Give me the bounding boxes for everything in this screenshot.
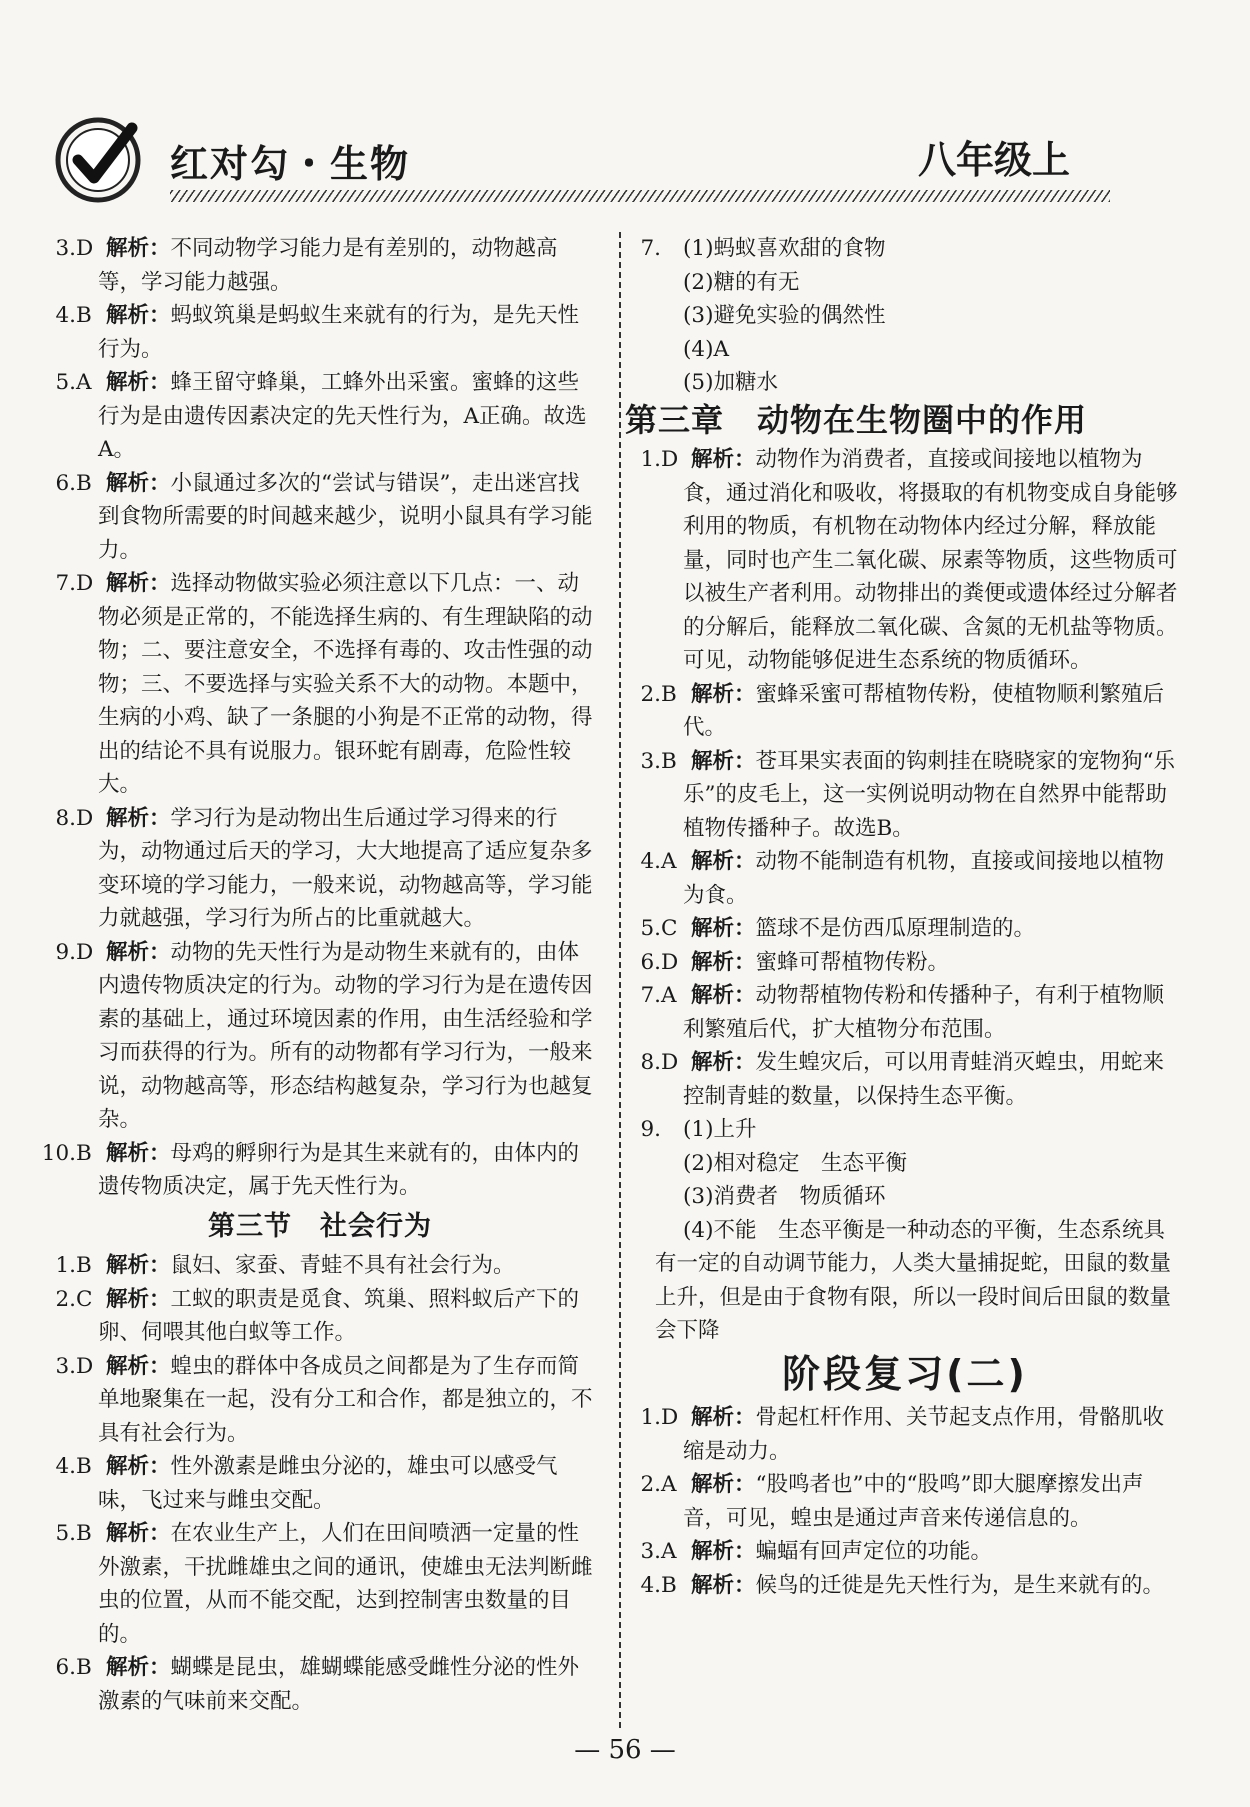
book-brand-title: 红对勾・生物 — [170, 142, 411, 186]
answer-letter: B — [661, 748, 677, 774]
question-number: 3. — [55, 236, 76, 261]
list-item — [40, 299, 600, 366]
sub-answer: (3)消费者 物质循环 — [683, 1184, 886, 1209]
question-number: 6. — [55, 470, 76, 496]
explanation-text: 动物帮植物传粉和传播种子，有利于植物顺利繁殖后代，扩大植物分布范围。 — [683, 983, 1165, 1042]
list-item — [625, 1535, 1185, 1569]
analysis-label: 解析： — [106, 370, 171, 395]
question-number: 3. — [640, 748, 661, 774]
checkmark-logo-icon — [50, 110, 150, 210]
answer-letter: D — [76, 236, 94, 261]
answer-letter: C — [76, 1286, 93, 1312]
explanation-text: 工蚁的职责是觅食、筑巢、照料蚁后产下的卵、伺喂其他白蚁等工作。 — [98, 1286, 580, 1345]
analysis-label: 解析： — [106, 1353, 171, 1379]
list-item — [40, 1249, 600, 1283]
question-number: 1. — [640, 1405, 661, 1430]
analysis-label: 解析： — [106, 1286, 171, 1312]
analysis-label: 解析： — [691, 681, 756, 707]
answer-letter: B — [76, 1521, 92, 1546]
answer-letter: D — [661, 949, 679, 975]
explanation-text: 性外激素是雌虫分泌的，雄虫可以感受气味，飞过来与雌虫交配。 — [98, 1454, 558, 1513]
list-item — [625, 979, 1185, 1046]
explanation-text: 发生蝗灾后，可以用青蛙消灭蝗虫，用蛇来控制青蛙的数量，以保持生态平衡。 — [683, 1050, 1165, 1109]
stage-review-title: 阶段复习(二) — [782, 1351, 1028, 1396]
question-number: 3. — [640, 1539, 661, 1564]
answer-letter: D — [76, 571, 94, 596]
explanation-text: 蝴蝶是昆虫，雄蝴蝶能感受雌性分泌的性外激素的气味前来交配。 — [98, 1655, 580, 1714]
list-item — [40, 1350, 600, 1451]
question-7-block — [625, 232, 1185, 400]
explanation-text: 骨起杠杆作用、关节起支点作用，骨骼肌收缩是动力。 — [683, 1405, 1165, 1464]
question-number: 7. — [640, 983, 661, 1008]
list-item — [625, 443, 1185, 678]
question-number: 4. — [640, 1572, 661, 1598]
question-number: 6. — [640, 949, 661, 975]
list-item — [40, 1651, 600, 1718]
answer-list-section-3 — [40, 1249, 600, 1718]
analysis-label: 解析： — [106, 939, 171, 965]
answer-letter: A — [661, 1539, 677, 1564]
list-item — [625, 1401, 1185, 1468]
answer-list-stage-review — [625, 1401, 1185, 1602]
page-header — [40, 95, 1120, 205]
answer-letter: A — [76, 370, 92, 395]
answer-list-section-2 — [40, 232, 600, 1204]
answer-letter: B — [76, 470, 92, 496]
answer-letter: B — [661, 681, 677, 707]
list-item — [625, 678, 1185, 745]
sub-answer: (2)相对稳定 生态平衡 — [683, 1150, 907, 1176]
answer-letter: B — [661, 1572, 677, 1598]
analysis-label: 解析： — [691, 983, 756, 1008]
analysis-label: 解析： — [106, 571, 171, 596]
question-number: 8. — [640, 1050, 661, 1075]
analysis-label: 解析： — [691, 1539, 756, 1564]
question-number: 7. — [55, 571, 76, 596]
question-number: 6. — [55, 1655, 76, 1680]
sub-answer: (3)避免实验的偶然性 — [683, 303, 886, 328]
question-number: 1. — [640, 447, 661, 472]
explanation-text: 动物作为消费者，直接或间接地以植物为食，通过消化和吸收，将摄取的有机物变成自身能够利用的物质，有机物在动物体内经过分解，释放能量，同时也产生二氧化碳、尿素等物质，这些物质可以被生产者利用。动物排出的粪便或遗体经过分解者的分解后，能释放二氧化碳、含氮的无机盐等物质。可见，动物能够促进生态系统的物质循环。 — [683, 447, 1178, 673]
analysis-label: 解析： — [106, 1655, 171, 1680]
list-item — [40, 936, 600, 1137]
analysis-label: 解析： — [691, 1472, 756, 1497]
list-item — [625, 946, 1185, 980]
explanation-text: 蝗虫的群体中各成员之间都是为了生存而简单地聚集在一起，没有分工和合作，都是独立的，不具有社会行为。 — [98, 1353, 593, 1446]
question-number: 8. — [55, 805, 76, 831]
question-9-block — [625, 1113, 1185, 1348]
answer-letter: D — [76, 805, 94, 831]
question-number: 5. — [55, 370, 76, 395]
list-item: 7. (1)蚂蚁喜欢甜的食物 — [640, 236, 886, 261]
answer-letter: B — [76, 1253, 92, 1278]
explanation-text: 苍耳果实表面的钩刺挂在晓晓家的宠物狗“乐乐”的皮毛上，这一实例说明动物在自然界中能帮助植物传播种子。故选B。 — [683, 748, 1176, 841]
page-number: — 56 — — [574, 1735, 676, 1765]
question-number: 4. — [640, 849, 661, 874]
header-hatch-divider — [170, 190, 1110, 202]
list-item — [40, 1283, 600, 1350]
chapter-title: 第三章 动物在生物圈中的作用 — [625, 400, 1088, 439]
explanation-text: 蝙蝠有回声定位的功能。 — [755, 1539, 993, 1564]
explanation-text: 蜂王留守蜂巢，工蜂外出采蜜。蜜蜂的这些行为是由遗传因素决定的先天性行为，A正确。故选A。 — [98, 370, 587, 462]
analysis-label: 解析： — [691, 916, 756, 941]
explanation-text: 候鸟的迁徙是先天性行为，是生来就有的。 — [755, 1572, 1165, 1598]
question-number: 4. — [55, 303, 76, 328]
list-item — [625, 1468, 1185, 1535]
answer-letter: C — [661, 916, 678, 941]
analysis-label: 解析： — [106, 1140, 171, 1166]
explanation-text: 篮球不是仿西瓜原理制造的。 — [755, 916, 1036, 941]
sub-answer: (4)A — [683, 336, 729, 362]
analysis-label: 解析： — [691, 748, 756, 774]
analysis-label: 解析： — [106, 470, 171, 496]
question-number: 5. — [55, 1521, 76, 1546]
answer-letter: A — [661, 983, 677, 1008]
answer-letter: B — [76, 1655, 92, 1680]
explanation-text: 蜜蜂可帮植物传粉。 — [755, 949, 950, 975]
list-item — [625, 912, 1185, 946]
explanation-text: 蜜蜂采蜜可帮植物传粉，使植物顺利繁殖后代。 — [683, 681, 1165, 740]
analysis-label: 解析： — [106, 236, 171, 261]
analysis-label: 解析： — [106, 303, 171, 328]
list-item — [625, 745, 1185, 846]
column-divider — [619, 232, 621, 1732]
answer-letter: B — [76, 1140, 92, 1166]
list-item — [40, 1137, 600, 1204]
answer-list-chapter-3 — [625, 443, 1185, 1113]
question-number: 3. — [55, 1353, 76, 1379]
explanation-text: 蚂蚁筑巢是蚂蚁生来就有的行为，是先天性行为。 — [98, 303, 580, 362]
answer-letter: D — [661, 1050, 679, 1075]
question-number: 1. — [55, 1253, 76, 1278]
explanation-text: 学习行为是动物出生后通过学习得来的行为，动物通过后天的学习，大大地提高了适应复杂多变环境的学习能力，一般来说，动物越高等，学习能力就越强，学习行为所占的比重就越大。 — [98, 805, 593, 931]
explanation-text: 动物的先天性行为是动物生来就有的，由体内遗传物质决定的行为。动物的学习行为是在遗传因素的基础上，通过环境因素的作用，由生活经验和学习而获得的行为。所有的动物都有学习行为，一般来说，动物越高等，形态结构越复杂，学习行为也越复杂。 — [98, 939, 593, 1132]
answer-letter: A — [661, 1472, 677, 1497]
explanation-text: 不同动物学习能力是有差别的，动物越高等，学习能力越强。 — [98, 236, 558, 295]
answer-letter: D — [661, 1405, 679, 1430]
section-title: 第三节 社会行为 — [208, 1210, 432, 1242]
analysis-label: 解析： — [106, 1253, 171, 1278]
sub-answer: (4)不能 生态平衡是一种动态的平衡，生态系统具有一定的自动调节能力，人类大量捕捉蛇，田鼠的数量上升，但是由于食物有限，所以一段时间后田鼠的数量会下降 — [655, 1217, 1172, 1343]
list-item — [625, 845, 1185, 912]
list-item — [40, 366, 600, 467]
analysis-label: 解析： — [106, 1454, 171, 1479]
list-item — [40, 467, 600, 568]
answer-letter: B — [76, 303, 92, 328]
list-item — [625, 1046, 1185, 1113]
analysis-label: 解析： — [691, 949, 756, 975]
question-number: 2. — [55, 1286, 76, 1312]
explanation-text: 在农业生产上，人们在田间喷洒一定量的性外激素，干扰雌雄虫之间的通讯，使雄虫无法判断雌虫的位置，从而不能交配，达到控制害虫数量的目的。 — [98, 1521, 593, 1647]
question-number: 4. — [55, 1454, 76, 1479]
question-number: 5. — [640, 916, 661, 941]
answer-letter: A — [661, 849, 677, 874]
sub-answer: (2)糖的有无 — [683, 269, 800, 295]
list-item — [40, 567, 600, 802]
analysis-label: 解析： — [106, 1521, 171, 1546]
left-column — [40, 232, 600, 1718]
question-number: 10. — [41, 1140, 76, 1166]
answer-letter: D — [661, 447, 679, 472]
explanation-text: “股鸣者也”中的“股鸣”即大腿摩擦发出声音，可见，蝗虫是通过声音来传递信息的。 — [683, 1472, 1144, 1531]
analysis-label: 解析： — [691, 1050, 756, 1075]
answer-letter: B — [76, 1454, 92, 1479]
right-column — [625, 232, 1185, 1602]
list-item — [40, 802, 600, 936]
explanation-text: 动物不能制造有机物，直接或间接地以植物为食。 — [683, 849, 1165, 908]
list-item — [40, 232, 600, 299]
analysis-label: 解析： — [691, 1405, 756, 1430]
list-item — [40, 1517, 600, 1651]
question-number: 2. — [640, 1472, 661, 1497]
list-item — [625, 1569, 1185, 1603]
analysis-label: 解析： — [691, 1572, 756, 1598]
answer-letter: D — [76, 1353, 94, 1379]
explanation-text: 选择动物做实验必须注意以下几点：一、动物必须是正常的，不能选择生病的、有生理缺陷的动物；二、要注意安全，不选择有毒的、攻击性强的动物；三、不要选择与实验关系不大的动物。本题中，生病的小鸡、缺了一条腿的小狗是不正常的动物，得出的结论不具有说服力。银环蛇有剧毒，危险性较大。 — [98, 571, 593, 797]
list-item — [40, 1450, 600, 1517]
explanation-text: 小鼠通过多次的“尝试与错误”，走出迷宫找到食物所需要的时间越来越少，说明小鼠具有学习能力。 — [98, 470, 593, 563]
sub-answer: (5)加糖水 — [683, 370, 778, 395]
list-item: 9. (1)上升 — [640, 1117, 757, 1142]
grade-label: 八年级上 — [917, 138, 1070, 182]
analysis-label: 解析： — [691, 849, 756, 874]
analysis-label: 解析： — [106, 805, 171, 831]
explanation-text: 母鸡的孵卵行为是其生来就有的，由体内的遗传物质决定，属于先天性行为。 — [98, 1140, 580, 1199]
answer-letter: D — [76, 939, 94, 965]
analysis-label: 解析： — [691, 447, 756, 472]
question-number: 9. — [55, 939, 76, 965]
explanation-text: 鼠妇、家蚕、青蛙不具有社会行为。 — [170, 1253, 515, 1278]
question-number: 2. — [640, 681, 661, 707]
